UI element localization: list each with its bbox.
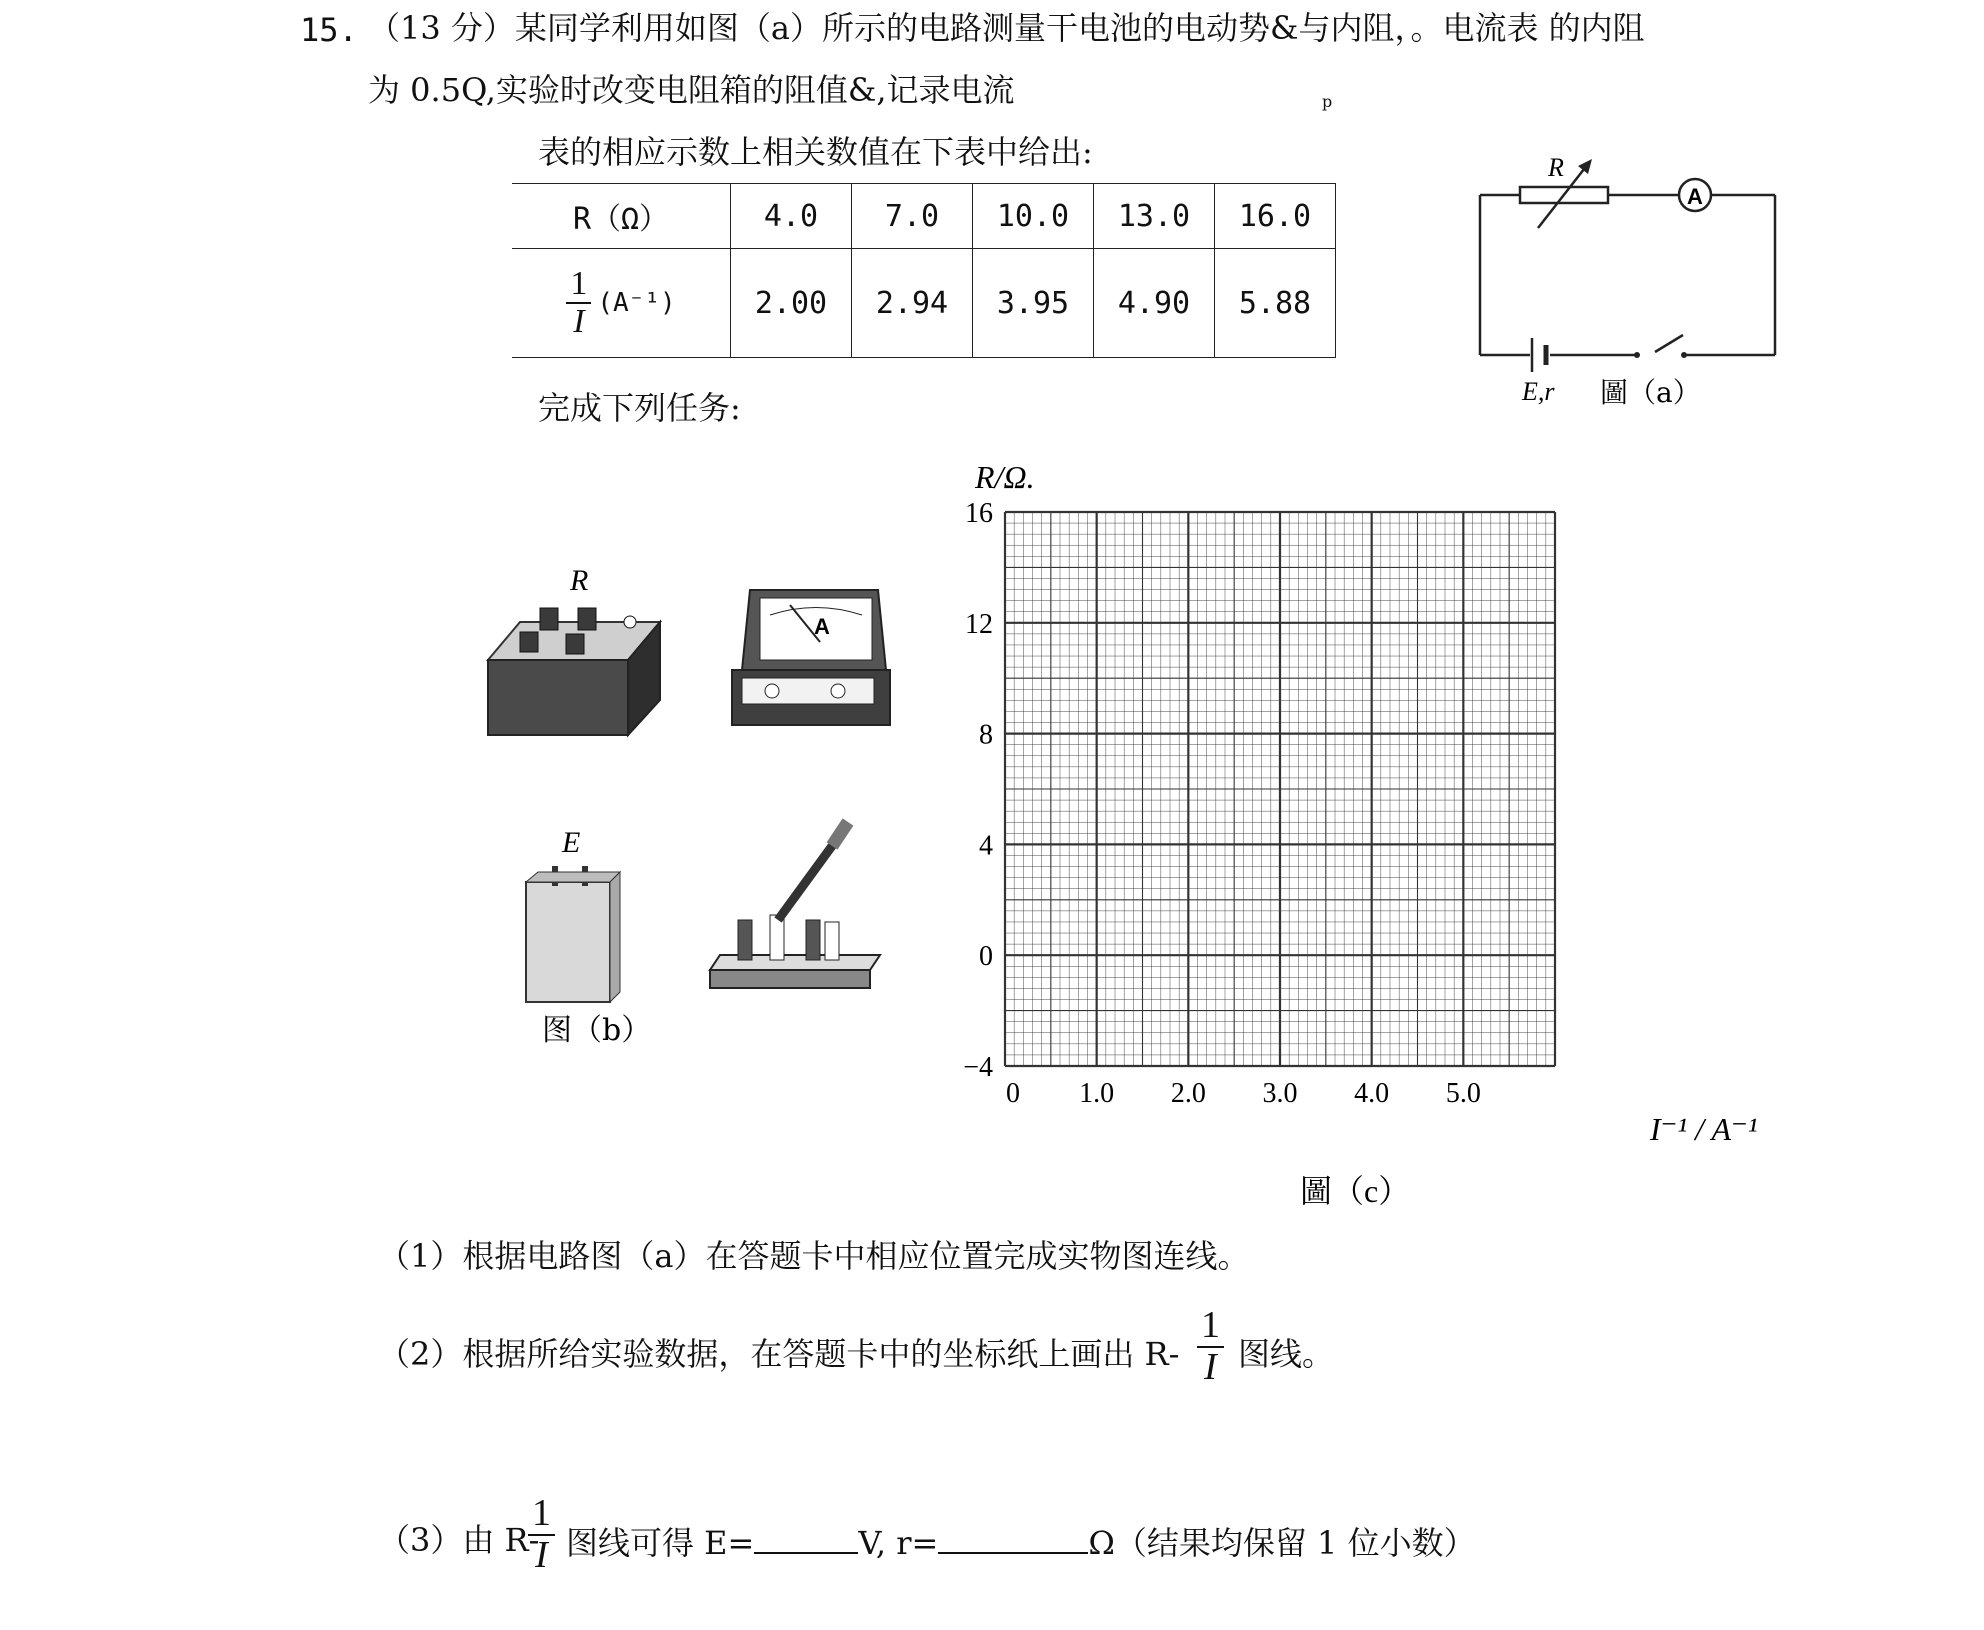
circuit-label-r: R: [1548, 153, 1564, 182]
task-2-text: （2）根据所给实验数据，在答题卡中的坐标纸上画出 R-: [378, 1335, 1180, 1373]
frac-den: I: [573, 303, 585, 340]
complete-tasks-label: 完成下列任务:: [538, 389, 741, 427]
knife-switch-icon: [710, 822, 880, 988]
table-cell: 4.0: [731, 184, 852, 249]
y-tick-label: −4: [963, 1052, 993, 1083]
table-header-r: [512, 184, 731, 249]
r-label: R（Ω）: [572, 202, 670, 237]
task-3-e-label: 图线可得 E=: [566, 1524, 755, 1562]
table-cell: 16.0: [1215, 184, 1336, 249]
y-tick-label: 12: [965, 608, 993, 640]
ammeter-dial-label: A: [814, 614, 830, 639]
question-line-1: （13 分）某同学利用如图（a）所示的电路测量干电池的电动势&与内阻，。电流表 的内阻: [368, 9, 1645, 47]
resistance-box-icon: [488, 608, 660, 735]
y-tick-label: 16: [965, 498, 993, 529]
y-tick-label: 8: [979, 719, 993, 751]
table-cell: 4.90: [1094, 249, 1215, 358]
table-row-inv-i: [512, 249, 1336, 358]
answer-blank-r[interactable]: [938, 1524, 1088, 1554]
question-line-2: 为 0.5Q,实验时改变电阻箱的阻值&,记录电流: [368, 71, 1015, 109]
apparatus-label-r: R: [570, 564, 589, 597]
frac-den: I: [535, 1533, 548, 1576]
answer-blank-e[interactable]: [754, 1524, 858, 1554]
circuit-diagram-a: [1470, 150, 1790, 420]
figure-a-caption: 圖（a）: [1600, 376, 1701, 409]
x-tick-label: 5.0: [1445, 1078, 1481, 1109]
ammeter-icon: A: [1687, 184, 1703, 209]
x-tick-label: 3.0: [1262, 1078, 1298, 1109]
x-tick-label: 2.0: [1170, 1078, 1206, 1109]
table-header-inv-i: [512, 249, 731, 358]
frac-num: 1: [566, 266, 591, 304]
y-tick-label: 4: [979, 830, 993, 862]
inv-i-unit: (A⁻¹): [597, 288, 676, 318]
apparatus-figure-b: [470, 560, 910, 1060]
graph-paper-chart: [940, 450, 1800, 1220]
task-3: （3）由 R-: [378, 1521, 540, 1559]
y-tick-label: 0: [979, 941, 993, 973]
question-line-3: 表的相应示数上相关数值在下表中给出:: [538, 133, 1093, 171]
task-3-body: [566, 1524, 1476, 1562]
x-tick-label: 0: [1006, 1078, 1020, 1109]
figure-b-caption: 图（b）: [542, 1013, 652, 1048]
circuit-label-er: E,r: [1522, 377, 1555, 406]
question-number: 15.: [300, 11, 358, 49]
ammeter-device-icon: [732, 590, 890, 725]
data-table: [512, 183, 1336, 358]
x-tick-label: 1.0: [1079, 1078, 1115, 1109]
switch-contact: [1681, 352, 1687, 358]
frac-num: 1: [1197, 1306, 1224, 1348]
apparatus-label-e: E: [562, 826, 581, 859]
table-cell: 10.0: [973, 184, 1094, 249]
chart-grid: [1005, 512, 1555, 1066]
table-cell: 2.94: [852, 249, 973, 358]
task-2-suffix: 图线。: [1238, 1335, 1335, 1373]
task-3-tail: Ω（结果均保留 1 位小数）: [1088, 1524, 1476, 1562]
stray-mark: p: [1322, 92, 1333, 111]
task-2-fraction: [1197, 1306, 1224, 1388]
table-row-r: [512, 184, 1336, 249]
table-cell: 3.95: [973, 249, 1094, 358]
table-cell: 13.0: [1094, 184, 1215, 249]
task-3-fraction: [528, 1494, 555, 1576]
inv-i-fraction: [566, 266, 591, 339]
battery-icon: [526, 866, 620, 1002]
table-cell: 5.88: [1215, 249, 1336, 358]
table-cell: 7.0: [852, 184, 973, 249]
switch-contact: [1634, 352, 1640, 358]
x-tick-label: 4.0: [1354, 1078, 1390, 1109]
task-2: [378, 1335, 1180, 1373]
chart-y-axis-label: R/Ω.: [975, 459, 1035, 495]
task-3-r-label: V, r=: [858, 1524, 939, 1562]
frac-den: I: [1204, 1345, 1217, 1388]
arrow-head: [1578, 159, 1592, 174]
table-cell: 2.00: [731, 249, 852, 358]
task-1: （1）根据电路图（a）在答题卡中相应位置完成实物图连线。: [378, 1237, 1250, 1275]
figure-c-caption: 圖（c）: [1300, 1173, 1411, 1209]
chart-x-axis-label: I⁻¹ / A⁻¹: [1650, 1111, 1758, 1147]
frac-num: 1: [528, 1494, 555, 1536]
